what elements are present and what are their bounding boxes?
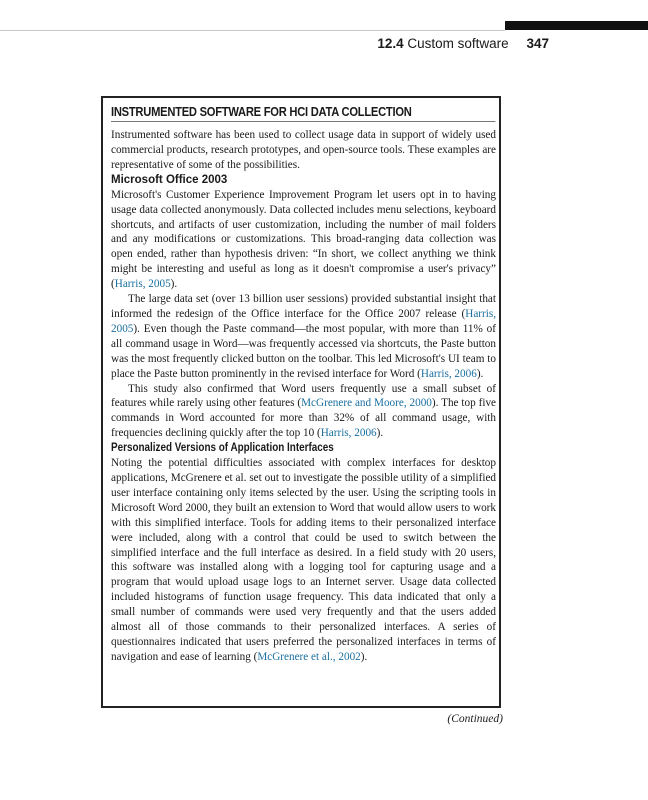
office-paragraph-2 [111, 292, 496, 381]
text-run: The large data set (over 13 billion user sessions) provided substantial insight that informed the redesign of the Office interface for the Office 2007 release ( [111, 293, 496, 320]
text-run: Microsoft's Customer Experience Improvement Program let users opt in to having usage data collected anonymously. Data collected includes menu selections, keyboard shortcuts, and artifacts of user customization, including the number of mail folders and any modifications or customizations. This broad-ranging data collection was open ended, rather than hypothesis driven: “In short, we collect anything we think might be interesting and useful as long as it doesn't compromise a user's privacy” ( [111, 188, 496, 291]
citation-link[interactable]: McGrenere and Moore, 2000 [301, 397, 432, 410]
page-number: 347 [526, 36, 549, 51]
citation-link[interactable]: Harris, 2005 [111, 307, 496, 335]
citation-link[interactable]: Harris, 2006 [320, 427, 377, 440]
citation-link[interactable]: Harris, 2006 [420, 367, 477, 380]
section-heading-office: Microsoft Office 2003 [111, 173, 228, 186]
sidebar-content [111, 104, 496, 665]
text-run: ). [476, 367, 484, 380]
office-paragraph-3 [111, 382, 496, 442]
text-run: ). Even though the Paste command—the most popular, with more than 11% of all command usage in Word—was frequently accessed via shortcuts, the Paste button was the most frequently clicked button on the toolbar. This led Microsoft's UI team to place the Paste button prominently in the revised interface for Word ( [111, 322, 496, 380]
section-title: Custom software [407, 36, 509, 51]
section-heading-personalized: Personalized Versions of Application Interfaces [111, 442, 334, 455]
header-rule [0, 30, 505, 31]
section-number: 12.4 [377, 36, 404, 51]
running-head [377, 36, 549, 51]
intro-paragraph: Instrumented software has been used to collect usage data in support of widely used commercial products, research prototypes, and open-source tools. These examples are representative of some of the possibilities. [111, 129, 496, 171]
personalized-paragraph [111, 456, 496, 665]
text-run: ). [360, 650, 368, 663]
sidebar-box [101, 96, 501, 708]
continued-note: (Continued) [447, 713, 503, 725]
box-title: INSTRUMENTED SOFTWARE FOR HCI DATA COLLECTION [111, 104, 495, 122]
office-paragraph-1 [111, 188, 496, 292]
text-run: This study also confirmed that Word users frequently use a small subset of features while rarely using other features ( [111, 382, 496, 410]
text-run: ). [376, 427, 384, 440]
citation-link[interactable]: McGrenere et al., 2002 [257, 650, 361, 663]
citation-link[interactable]: Harris, 2005 [114, 278, 171, 291]
header-bar [505, 21, 648, 30]
text-run: ). The top five commands in Word accounted for more than 32% of all command usage, with frequencies declining quickly after the top 10 ( [111, 397, 497, 440]
text-run: ). [170, 278, 178, 291]
text-run: Noting the potential difficulties associated with complex interfaces for desktop applications, McGrenere et al. set out to investigate the possible utility of a simplified user interface containing only items selected by the user. Using the scripting tools in Microsoft Word 2000, they built an extension to Word that would allow users to work with this simplified interface. Tools for adding items to their personalized interface were included, along with a control that could be used to switch between the simplified interface and the full interface as desired. In a field study with 20 users, this software was installed along with a logging tool for capturing usage and a program that would upload usage logs to an Internet server. Usage data collected included histograms of function usage frequency. This data indicated that only a small number of commands were used very frequently and that the users added almost all of those commands to their personalized interfaces. A series of questionnaires indicated that users preferred the personalized interfaces in terms of navigation and ease of learning ( [111, 457, 496, 663]
